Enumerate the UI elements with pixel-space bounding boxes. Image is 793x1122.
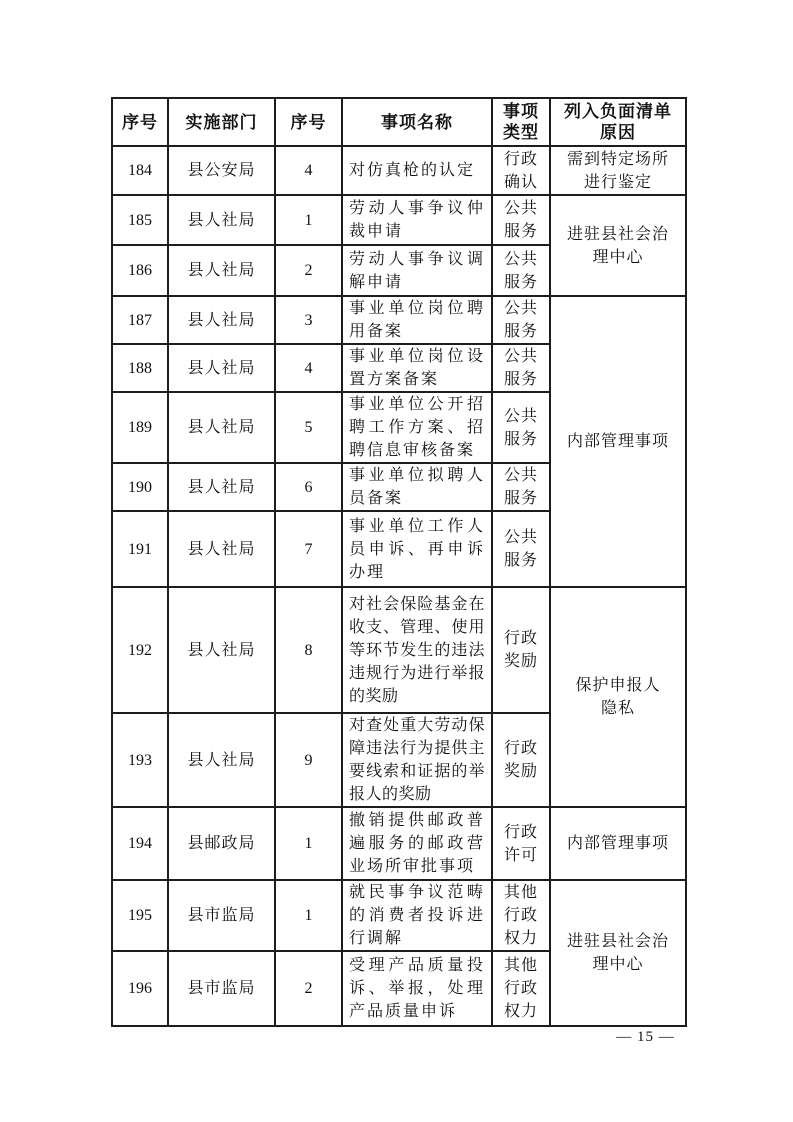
- header-cell-item-type: 事项类型: [492, 98, 550, 146]
- dept-cell: 县人社局: [168, 392, 275, 463]
- reason-cell: 内部管理事项: [550, 807, 686, 880]
- row-no-cell: 184: [112, 146, 168, 195]
- dept-cell: 县人社局: [168, 195, 275, 245]
- negative-list-table: [111, 97, 687, 1027]
- dept-cell: 县人社局: [168, 587, 275, 713]
- item-no-cell: 5: [275, 392, 342, 463]
- header-cell-no: 序号: [112, 98, 168, 146]
- item-no-cell: 8: [275, 587, 342, 713]
- item-type-cell: 行政许可: [492, 807, 550, 880]
- item-name-cell: 事业单位岗位聘用备案: [342, 296, 492, 344]
- table-row: [112, 587, 686, 713]
- item-name-cell: 事业单位工作人员申诉、再申诉办理: [342, 511, 492, 587]
- row-no-cell: 191: [112, 511, 168, 587]
- reason-cell: 需到特定场所进行鉴定: [550, 146, 686, 195]
- item-no-cell: 6: [275, 463, 342, 511]
- item-name-cell: 劳动人事争议调解申请: [342, 245, 492, 296]
- row-no-cell: 192: [112, 587, 168, 713]
- table-row: [112, 807, 686, 880]
- reason-cell: 进驻县社会治理中心: [550, 195, 686, 296]
- item-type-cell: 公共服务: [492, 463, 550, 511]
- dept-cell: 县市监局: [168, 951, 275, 1026]
- header-cell-sub-no: 序号: [275, 98, 342, 146]
- item-type-cell: 其他行政权力: [492, 951, 550, 1026]
- header-cell-dept: 实施部门: [168, 98, 275, 146]
- item-no-cell: 2: [275, 245, 342, 296]
- item-type-cell: 公共服务: [492, 296, 550, 344]
- table-header-row: [112, 98, 686, 146]
- item-name-cell: 事业单位拟聘人员备案: [342, 463, 492, 511]
- item-no-cell: 9: [275, 713, 342, 807]
- dept-cell: 县人社局: [168, 245, 275, 296]
- dept-cell: 县市监局: [168, 880, 275, 951]
- dept-cell: 县人社局: [168, 511, 275, 587]
- item-type-cell: 其他行政权力: [492, 880, 550, 951]
- item-type-cell: 行政确认: [492, 146, 550, 195]
- row-no-cell: 188: [112, 344, 168, 392]
- reason-cell: 内部管理事项: [550, 296, 686, 587]
- dept-cell: 县人社局: [168, 713, 275, 807]
- dept-cell: 县人社局: [168, 296, 275, 344]
- row-no-cell: 187: [112, 296, 168, 344]
- item-no-cell: 2: [275, 951, 342, 1026]
- header-cell-item-name: 事项名称: [342, 98, 492, 146]
- row-no-cell: 196: [112, 951, 168, 1026]
- item-type-cell: 公共服务: [492, 245, 550, 296]
- item-no-cell: 4: [275, 146, 342, 195]
- table-row: [112, 195, 686, 245]
- row-no-cell: 195: [112, 880, 168, 951]
- dept-cell: 县公安局: [168, 146, 275, 195]
- item-no-cell: 1: [275, 807, 342, 880]
- table-row: [112, 880, 686, 951]
- item-name-cell: 撤销提供邮政普遍服务的邮政营业场所审批事项: [342, 807, 492, 880]
- item-no-cell: 3: [275, 296, 342, 344]
- header-cell-reason: 列入负面清单原因: [550, 98, 686, 146]
- reason-cell: 进驻县社会治理中心: [550, 880, 686, 1026]
- row-no-cell: 185: [112, 195, 168, 245]
- item-name-cell: 就民事争议范畴的消费者投诉进行调解: [342, 880, 492, 951]
- reason-cell: 保护申报人隐私: [550, 587, 686, 807]
- item-no-cell: 7: [275, 511, 342, 587]
- row-no-cell: 190: [112, 463, 168, 511]
- item-name-cell: 事业单位岗位设置方案备案: [342, 344, 492, 392]
- table-row: [112, 146, 686, 195]
- item-no-cell: 1: [275, 880, 342, 951]
- row-no-cell: 193: [112, 713, 168, 807]
- row-no-cell: 194: [112, 807, 168, 880]
- table-row: [112, 296, 686, 344]
- item-type-cell: 行政奖励: [492, 713, 550, 807]
- item-type-cell: 公共服务: [492, 344, 550, 392]
- item-name-cell: 对社会保险基金在收支、管理、使用等环节发生的违法违规行为进行举报的奖励: [342, 587, 492, 713]
- item-type-cell: 行政奖励: [492, 587, 550, 713]
- dept-cell: 县人社局: [168, 463, 275, 511]
- row-no-cell: 186: [112, 245, 168, 296]
- item-name-cell: 对仿真枪的认定: [342, 146, 492, 195]
- dept-cell: 县人社局: [168, 344, 275, 392]
- item-type-cell: 公共服务: [492, 195, 550, 245]
- dept-cell: 县邮政局: [168, 807, 275, 880]
- item-name-cell: 对查处重大劳动保障违法行为提供主要线索和证据的举报人的奖励: [342, 713, 492, 807]
- item-no-cell: 1: [275, 195, 342, 245]
- item-name-cell: 受理产品质量投诉、举报，处理产品质量申诉: [342, 951, 492, 1026]
- item-type-cell: 公共服务: [492, 392, 550, 463]
- item-no-cell: 4: [275, 344, 342, 392]
- item-name-cell: 劳动人事争议仲裁申请: [342, 195, 492, 245]
- item-type-cell: 公共服务: [492, 511, 550, 587]
- item-name-cell: 事业单位公开招聘工作方案、招聘信息审核备案: [342, 392, 492, 463]
- row-no-cell: 189: [112, 392, 168, 463]
- page-number: — 15 —: [616, 1029, 675, 1045]
